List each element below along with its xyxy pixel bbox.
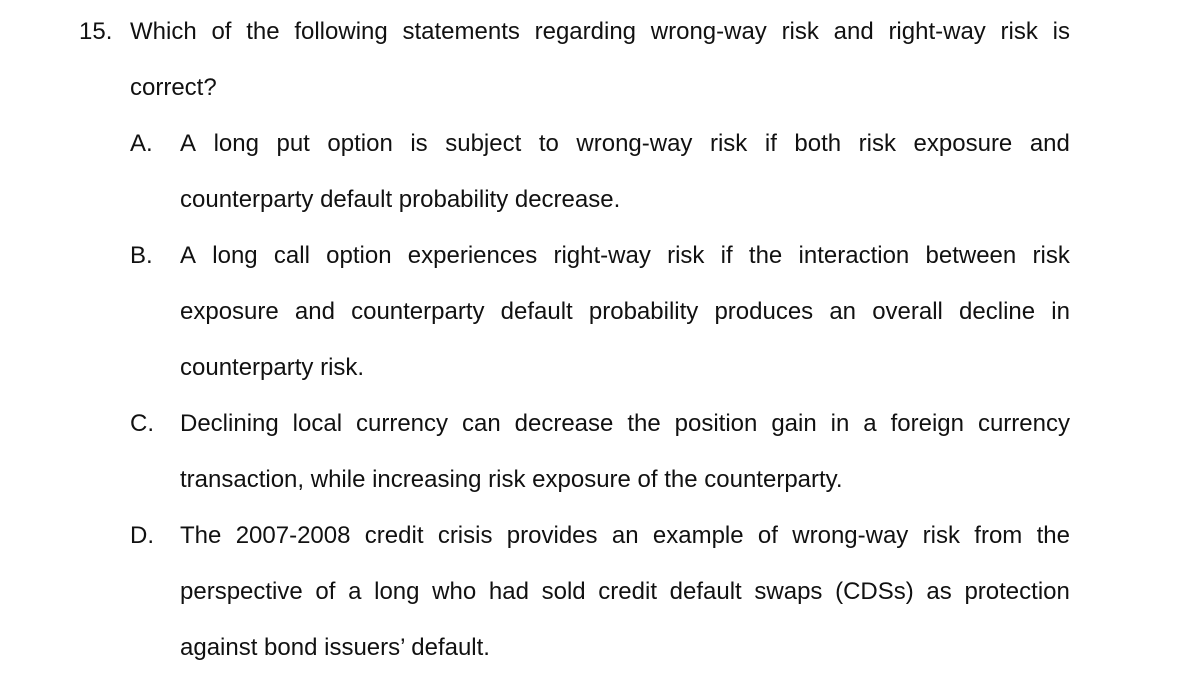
word: protection: [964, 578, 1070, 605]
word: probability: [588, 298, 699, 325]
word: in: [1051, 298, 1070, 325]
word: foreign: [890, 410, 964, 437]
word: currency: [977, 410, 1070, 437]
word: risk: [667, 242, 705, 269]
word: perspective: [180, 578, 303, 605]
word: (CDSs): [835, 578, 914, 605]
word: A: [180, 130, 197, 157]
word: is: [1052, 18, 1070, 45]
word: the: [246, 18, 280, 45]
word: risk: [1032, 242, 1070, 269]
word: the: [1036, 522, 1070, 549]
word: as: [926, 578, 952, 605]
word: wrong-way: [650, 18, 767, 45]
word: crisis: [437, 522, 493, 549]
word: default: [500, 298, 573, 325]
word: from: [974, 522, 1023, 549]
word: local: [292, 410, 343, 437]
option-d-line-1: [180, 508, 1070, 564]
word: long: [213, 130, 259, 157]
word: and: [294, 298, 335, 325]
word: credit: [598, 578, 657, 605]
word: default: [669, 578, 742, 605]
option-b-line-1: [180, 228, 1070, 284]
word: Which: [130, 18, 197, 45]
word: a: [348, 578, 362, 605]
word: of: [315, 578, 336, 605]
word: and: [833, 18, 874, 45]
word: call: [273, 242, 310, 269]
word: 2007-2008: [235, 522, 351, 549]
word: long: [212, 242, 258, 269]
word: risk: [922, 522, 960, 549]
option-d-line-3: against bond issuers’ default.: [180, 634, 490, 661]
word: long: [374, 578, 420, 605]
word: subject: [445, 130, 522, 157]
word: an: [829, 298, 857, 325]
option-d-letter: D.: [130, 522, 154, 549]
word: risk: [781, 18, 819, 45]
word: currency: [355, 410, 449, 437]
word: overall: [872, 298, 943, 325]
word: the: [627, 410, 661, 437]
word: who: [432, 578, 477, 605]
word: and: [1029, 130, 1070, 157]
option-d-line-2: [180, 564, 1070, 620]
word: put: [276, 130, 310, 157]
word: position: [674, 410, 758, 437]
word: exposure: [180, 298, 279, 325]
word: if: [720, 242, 733, 269]
word: decline: [959, 298, 1036, 325]
option-b-line-2: [180, 284, 1070, 340]
option-a-line-2: counterparty default probability decrease.: [180, 186, 621, 213]
word: The: [180, 522, 222, 549]
word: statements: [402, 18, 520, 45]
option-c-line-1: [180, 396, 1070, 452]
word: A: [180, 242, 197, 269]
word: risk: [1000, 18, 1038, 45]
word: counterparty: [351, 298, 485, 325]
word: of: [211, 18, 232, 45]
word: gain: [771, 410, 817, 437]
word: an: [611, 522, 639, 549]
word: interaction: [798, 242, 910, 269]
word: provides: [506, 522, 598, 549]
word: sold: [541, 578, 586, 605]
word: option: [326, 242, 392, 269]
word: risk: [858, 130, 896, 157]
word: the: [748, 242, 783, 269]
word: option: [327, 130, 393, 157]
word: had: [488, 578, 529, 605]
word: right-way: [888, 18, 986, 45]
word: decrease: [514, 410, 614, 437]
word: to: [538, 130, 559, 157]
option-c-line-2: transaction, while increasing risk exposure of the counterparty.: [180, 466, 843, 493]
word: Declining: [180, 410, 279, 437]
word: of: [757, 522, 778, 549]
word: wrong-way: [576, 130, 693, 157]
word: exposure: [913, 130, 1013, 157]
word: is: [410, 130, 428, 157]
word: credit: [364, 522, 424, 549]
word: both: [794, 130, 842, 157]
question-stem-line-1: [130, 4, 1070, 60]
word: wrong-way: [792, 522, 909, 549]
word: in: [830, 410, 850, 437]
option-b-letter: B.: [130, 242, 153, 269]
word: right-way: [553, 242, 651, 269]
option-c-letter: C.: [130, 410, 154, 437]
word: if: [764, 130, 777, 157]
word: swaps: [754, 578, 823, 605]
word: between: [925, 242, 1017, 269]
option-a-line-1: [180, 116, 1070, 172]
word: regarding: [534, 18, 637, 45]
word: experiences: [407, 242, 538, 269]
word: example: [652, 522, 744, 549]
option-a-letter: A.: [130, 130, 153, 157]
word: produces: [714, 298, 814, 325]
word: can: [461, 410, 501, 437]
question-stem-line-2: correct?: [130, 74, 217, 101]
word: following: [294, 18, 388, 45]
question-number: 15.: [79, 18, 113, 45]
word: risk: [709, 130, 748, 157]
word: a: [863, 410, 877, 437]
option-b-line-3: counterparty risk.: [180, 354, 365, 381]
